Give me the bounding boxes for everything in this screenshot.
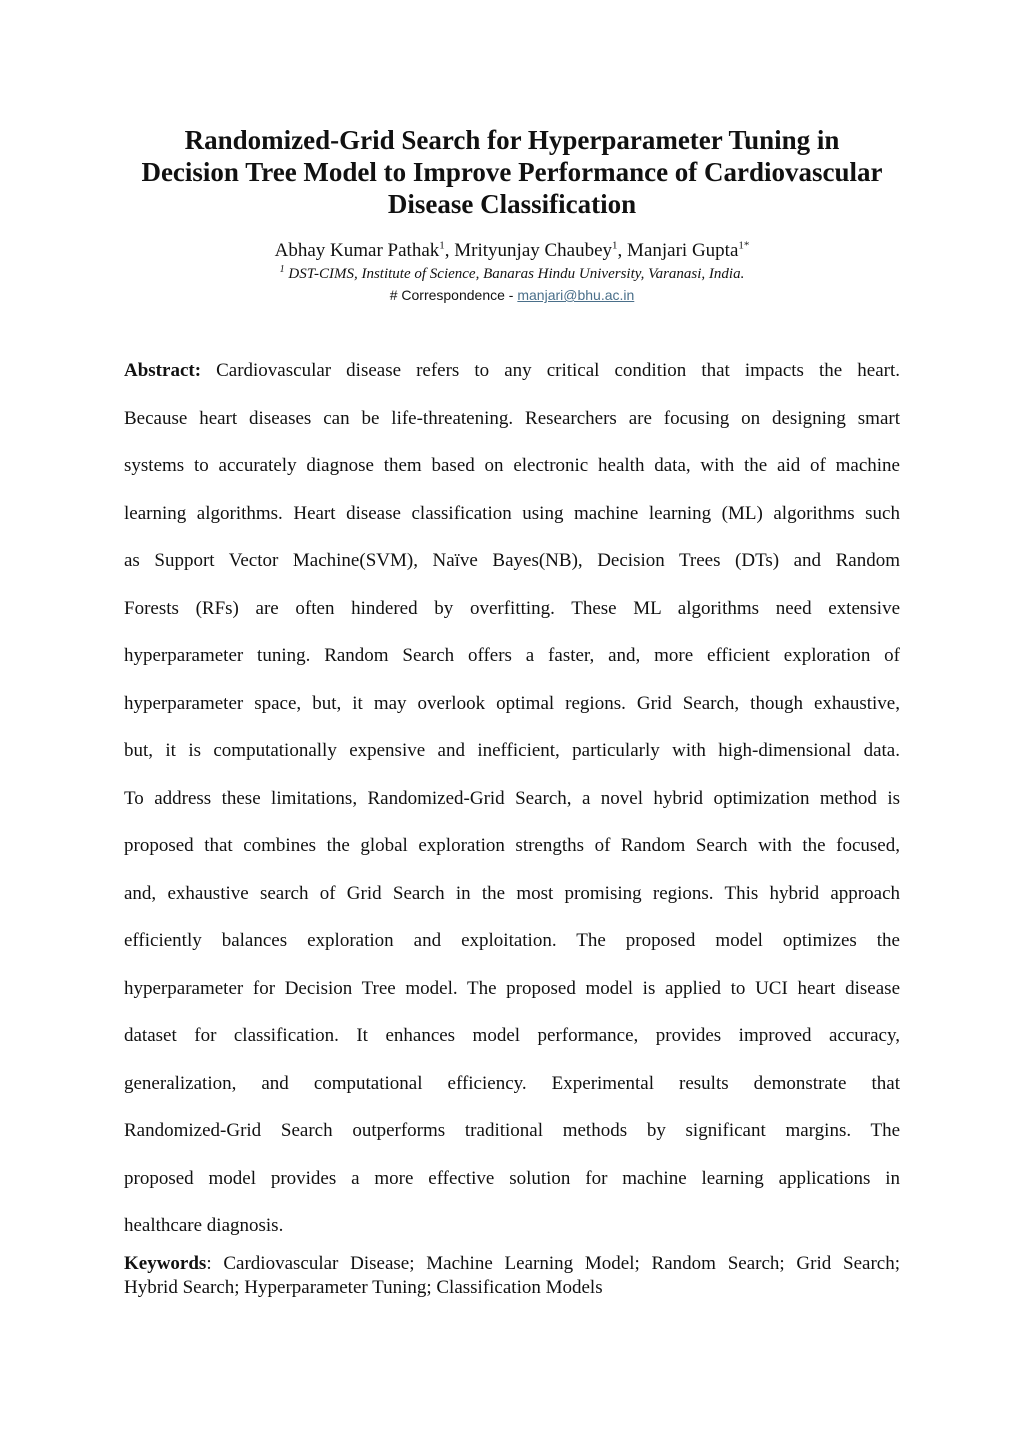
abstract-line: proposed model provides a more effective solution for machine learning applications in [124, 1167, 900, 1189]
keywords-line [124, 1252, 900, 1276]
abstract-line: generalization, and computational efficiency. Experimental results demonstrate that [124, 1072, 900, 1094]
keywords-label: Keywords [124, 1253, 207, 1274]
author-affiliation-mark: 1 [439, 239, 445, 252]
abstract-line: hyperparameter for Decision Tree model. The proposed model is applied to UCI heart disease [124, 977, 900, 999]
abstract-line: Randomized-Grid Search outperforms traditional methods by significant margins. The [124, 1120, 900, 1141]
author-affiliation-mark: 1 [612, 239, 618, 252]
abstract-line: learning algorithms. Heart disease classification using machine learning (ML) algorithms such [124, 502, 900, 524]
abstract-line: healthcare diagnosis. [124, 1215, 284, 1236]
abstract-line: efficiently balances exploration and exploitation. The proposed model optimizes the [124, 930, 900, 951]
correspondence [100, 286, 924, 304]
author-name: Abhay Kumar Pathak [274, 240, 440, 261]
author-affiliation-mark: 1* [738, 239, 750, 252]
affiliation-mark: 1 [279, 264, 285, 275]
paper-title [100, 124, 924, 220]
abstract-line: hyperparameter tuning. Random Search offers a faster, and, more efficient exploration of [124, 645, 900, 666]
abstract-line: but, it is computationally expensive and inefficient, particularly with high-dimensional data. [124, 740, 900, 761]
keywords-text: : Cardiovascular Disease; Machine Learning Model; Random Search; Grid Search; [206, 1253, 900, 1274]
abstract-line: dataset for classification. It enhances model performance, provides improved accuracy, [124, 1025, 900, 1046]
abstract-line [124, 347, 900, 395]
author-name: Mrityunjay Chaubey [454, 240, 613, 261]
abstract-line: as Support Vector Machine(SVM), Naïve Bayes(NB), Decision Trees (DTs) and Random [124, 550, 900, 571]
abstract-line: hyperparameter space, but, it may overlook optimal regions. Grid Search, though exhaustive, [124, 692, 900, 714]
abstract-line: and, exhaustive search of Grid Search in the most promising regions. This hybrid approach [124, 882, 900, 904]
abstract-line: Forests (RFs) are often hindered by overfitting. These ML algorithms need extensive [124, 597, 900, 619]
correspondence-email-link[interactable]: manjari@bhu.ac.in [517, 287, 635, 303]
correspondence-label: # Correspondence - [389, 287, 518, 303]
author-name: Manjari Gupta [627, 240, 739, 261]
keywords-line: Hybrid Search; Hyperparameter Tuning; Classification Models [124, 1277, 603, 1298]
abstract-line: systems to accurately diagnose them based on electronic health data, with the aid of machine [124, 455, 900, 476]
abstract-line: To address these limitations, Randomized-Grid Search, a novel hybrid optimization method is [124, 787, 900, 809]
affiliation-text: DST-CIMS, Institute of Science, Banaras Hindu University, Varanasi, India. [288, 266, 745, 282]
title-line: Disease Classification [387, 189, 637, 219]
abstract-label: Abstract: [124, 360, 202, 381]
author-list: Abhay Kumar Pathak$^1$, Mrityunjay Chaubey$^1$, Manjari Gupta$^{1*}$ [274, 239, 750, 261]
keywords [124, 1252, 900, 1300]
abstract [124, 347, 900, 1250]
title-line: Randomized-Grid Search for Hyperparameter Tuning in [184, 125, 840, 155]
affiliation [100, 265, 924, 284]
abstract-text: Cardiovascular disease refers to any critical condition that impacts the heart. [216, 360, 900, 381]
title-line: Decision Tree Model to Improve Performance of Cardiovascular [141, 157, 883, 187]
abstract-line: Because heart diseases can be life-threatening. Researchers are focusing on designing smart [124, 407, 900, 429]
abstract-line: proposed that combines the global exploration strengths of Random Search with the focused, [124, 835, 900, 856]
